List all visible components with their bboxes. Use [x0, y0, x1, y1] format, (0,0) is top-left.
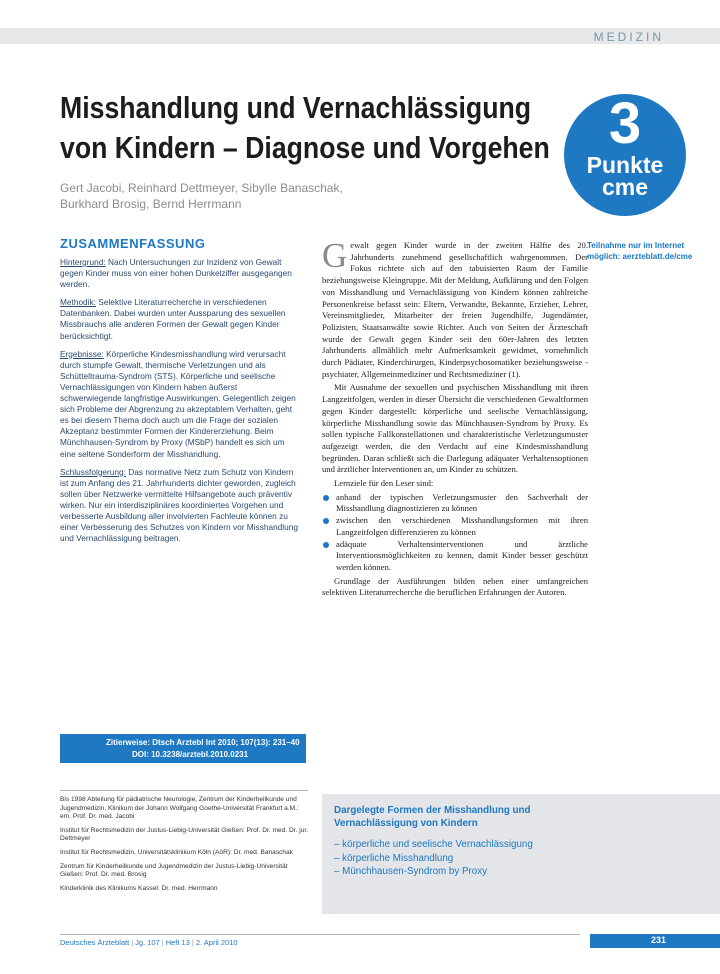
body-paragraph: Lernziele für den Leser sind:	[334, 478, 434, 489]
summary-methods	[60, 297, 300, 341]
affiliation: Zentrum für Kinderheilkunde und Jugendmedizin der Justus-Liebig-Universität Gießen: Prof. Dr. med. Brosig	[60, 862, 288, 879]
body-paragraph: Grundlage der Ausführungen bilden neben einer umfangreichen selektiven Literaturrecherche die beruflichen Erfahrungen der Autoren.	[322, 575, 588, 598]
summary-conclusion	[60, 467, 300, 545]
summary-text: Nach Untersuchungen zur Inzidenz von Gewalt gegen Kinder muss von einer hohen Dunkelziffer ausgegangen werden.	[60, 257, 292, 290]
body-paragraph: Mit Ausnahme der sexuellen und psychischen Misshandlung mit ihren Langzeitfolgen, werden in dieser Übersicht die verschiedenen Gewaltformen gegen Kinder dargestellt: körperliche und seelische Vernachlässigung, körperliche Misshandlung sowie das Münchhausen-Syndrom by Proxy. Es sollen typische Fallkonstellationen und charakteristische Verletzungsmuster aufgezeigt werden, die den Verdacht auf eine Kindesmisshandlung begründen. Daran schließt sich die Darlegung adäquater Verhaltensoptionen und ärztlicher Interventionen an, um Kinder zu schützen.	[322, 382, 588, 475]
volume: Jg. 107	[135, 938, 160, 947]
article-body	[322, 236, 588, 601]
affiliation: Institut für Rechtsmedizin, Universitätsklinikum Köln (AöR): Dr. med. Banaschak	[60, 848, 294, 856]
learning-goals-list	[322, 492, 588, 574]
list-item	[336, 492, 588, 515]
doi-line: DOI: 10.3238/arztebl.2010.0231	[132, 750, 249, 759]
affiliations	[60, 796, 310, 898]
section-label: MEDIZIN	[593, 30, 664, 44]
info-box-title-line: Dargelegte Formen der Misshandlung und	[334, 805, 531, 816]
cme-points-badge	[564, 91, 686, 216]
list-item-text: zwischen den verschiedenen Misshandlungsformen mit ihren Langzeitfolgen differenzieren zu können	[336, 515, 588, 537]
page-number: 231	[650, 935, 666, 945]
info-box-item: – körperliche Misshandlung	[334, 852, 454, 864]
drop-cap: G	[322, 236, 348, 275]
cme-label: cme	[601, 174, 649, 200]
list-item-text: adäquate Verhaltensinterventionen und ärztliche Interventionsmöglichkeiten zu kennen, damit Kinder besser geschützt werden können.	[336, 538, 588, 572]
summary-block	[60, 236, 300, 551]
summary-text: Körperliche Kindesmisshandlung wird verursacht durch stumpfe Gewalt, thermische Verletzungen und als Schütteltrauma-Syndrom (STS). Körperliche und seelische Vernachlässigungen von Kindern haben äußerst schwerwiegende langfristige Auswirkungen. Gelegentlich zeigen sich Probleme der Abgrenzung zu akzeptablem Verhalten, geht es bei diesem Thema doch auch um die Frage der sozialen Akzeptanz bestimmter Formen der Kindererziehung. Beim Münchhausen-Syndrom by Proxy (MSbP) handelt es sich um eine seltene Sonderform der Misshandlung.	[60, 348, 296, 459]
cme-internet-note: Teilnahme nur im Internet möglich: aerzteblatt.de/cme	[587, 241, 693, 261]
summary-label: Ergebnisse:	[60, 348, 104, 359]
affiliation: Bis 1998 Abteilung für pädiatrische Neurologie, Zentrum der Kinderheilkunde und Jugendmedizin, Klinikum der Johann Wolfgang Goethe-Universität Frankfurt a.M.: em. Prof. Dr. med. Jacobi	[60, 796, 299, 821]
info-box-list	[334, 838, 694, 879]
title-line-2: von Kindern – Diagnose und Vorgehen	[60, 130, 550, 165]
list-item	[336, 539, 588, 574]
authors	[60, 180, 500, 212]
list-item	[336, 515, 588, 538]
summary-heading: ZUSAMMENFASSUNG	[60, 236, 206, 251]
affiliation: Kinderklinik des Klinikums Kassel: Dr. med. Herrmann	[60, 884, 218, 892]
affiliation: Institut für Rechtsmedizin der Justus-Liebig-Universität Gießen: Prof. Dr. med. Dr. jur. Dettmeyer	[60, 826, 309, 843]
info-box	[322, 794, 720, 914]
info-box-title	[334, 804, 694, 830]
summary-results	[60, 349, 300, 460]
bullet-icon	[323, 542, 329, 548]
info-box-item: – körperliche und seelische Vernachlässigung	[334, 839, 533, 850]
bullet-icon	[323, 518, 329, 524]
journal-name: Deutsches Ärzteblatt	[60, 938, 130, 947]
cme-points-word: Punkte	[586, 152, 664, 178]
authors-line-2: Burkhard Brosig, Bernd Herrmann	[60, 197, 242, 211]
info-box-title-line: Vernachlässigung von Kindern	[334, 818, 478, 829]
cme-points-number: 3	[608, 91, 642, 156]
issue-date: 2. April 2010	[195, 938, 238, 947]
divider	[60, 790, 308, 791]
citation-line: Zitierweise: Dtsch Arztebl Int 2010; 107(13): 231–40	[106, 738, 300, 747]
issue: Heft 13	[165, 938, 190, 947]
list-item-text: anhand der typischen Verletzungsmuster den Sachverhalt der Misshandlung diagnostizieren zu können	[336, 491, 588, 514]
authors-line-1: Gert Jacobi, Reinhard Dettmeyer, Sibylle Banaschak,	[60, 181, 343, 195]
summary-label: Schlussfolgerung:	[60, 466, 126, 477]
summary-label: Hintergrund:	[60, 257, 106, 267]
title-line-1: Misshandlung und Vernachlässigung	[60, 90, 532, 125]
summary-background	[60, 257, 300, 290]
body-text: ewalt gegen Kinder wurde in der zweiten Hälfte des 20. Jahrhunderts zunehmend gesellschaftlich wahrgenommen. Der Fokus richtete sich auf den tabuisierten Raum der Familie beziehungsweise Kleingruppe. Mit der Meldung, Aufklärung und den Folgen von Misshandlung und Vernachlässigung von Kindern können zahlreiche Personenkreise befasst sein: Eltern, Verwandte, Bekannte, Erzieher, Lehrer, Vereinsmitglieder, Mitarbeiter der freien Jugendhilfe, Jugendämter, Polizisten, Staatsanwälte sowie Richter. Auch von Seiten der Ärzteschaft wurde der Gewalt gegen Kinder seit den 60er-Jahren des letzten Jahrhunderts allmählich mehr Aufmerksamkeit gewidmet, vornehmlich durch Pädiater, Kinderchirurgen, Kinderpsychosomatiker beziehungsweise -psychiater, Allgemeinmediziner und Rechtsmediziner (1).	[322, 240, 588, 379]
footer-divider	[60, 934, 580, 935]
summary-label: Methodik:	[60, 297, 96, 308]
footer: Deutsches Ärzteblatt | Jg. 107 | Heft 13 | 2. April 2010	[60, 938, 238, 947]
summary-text: Das normative Netz zum Schutz von Kindern ist zum Anfang des 21. Jahrhunderts dichter geworden, zugleich sollen über Netzwerke vermittelte Hilfsangebote auch präventiv wirken. Nur ein interdisziplinäres koordiniertes Vorgehen und verbesserte Ausbildung aller involvierten Fachleute können zu einer Verbesserung des Schutzes von Kindern vor Misshandlung und Vernachlässigung beitragen.	[60, 466, 298, 544]
summary-text: Selektive Literaturrecherche in verschiedenen Datenbanken. Dabei wurden unter Aussparung des sexuellen Missbrauchs alle anderen Formen der Gewalt gegen Kinder berücksichtigt.	[60, 297, 286, 341]
info-box-item: – Münchhausen-Syndrom by Proxy	[334, 866, 488, 877]
citation-box	[60, 734, 306, 763]
article-title	[60, 88, 550, 168]
body-paragraph	[322, 236, 588, 380]
bullet-icon	[323, 495, 329, 501]
